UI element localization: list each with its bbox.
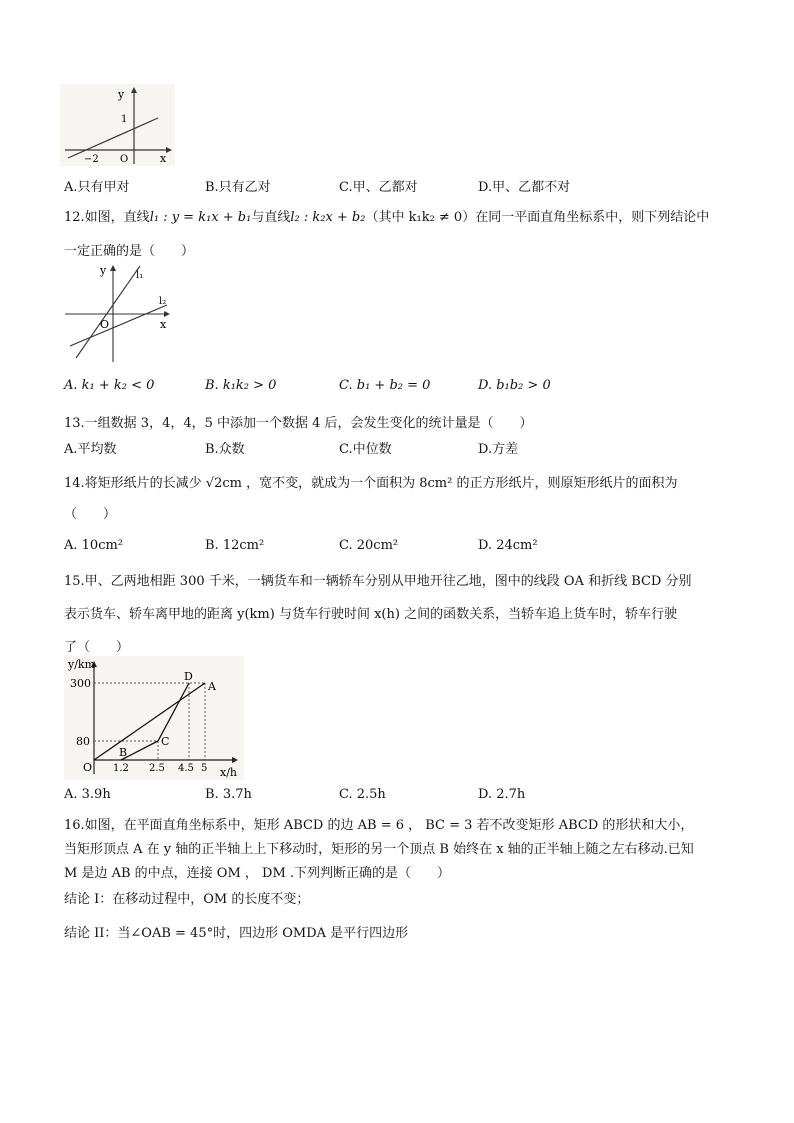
- tick-1-2: 1.2: [113, 763, 129, 774]
- q15-stem-line1: 15.甲、乙两地相距 300 千米，一辆货车和一辆轿车分别从甲地开往乙地，图中的线段 OA 和折线 BCD 分别: [64, 574, 692, 589]
- tick-neg2: −2: [84, 154, 99, 165]
- q15-option-c: C. 2.5h: [339, 787, 386, 802]
- q14-option-c: C. 20cm²: [339, 538, 399, 553]
- tick-5: 5: [201, 763, 208, 774]
- q11-option-b: B.只有乙对: [205, 180, 271, 195]
- q13-option-b: B.众数: [205, 442, 245, 457]
- q11-option-d: D.甲、乙都不对: [478, 180, 571, 195]
- q12-option-d: D. b₁b₂ > 0: [478, 378, 551, 393]
- tick-80: 80: [76, 735, 90, 748]
- q13-stem: 13.一组数据 3，4，4，5 中添加一个数据 4 后，会发生变化的统计量是（ ）: [64, 416, 533, 431]
- point-a-label: A: [208, 680, 216, 693]
- q15-option-a: A. 3.9h: [64, 787, 111, 802]
- q12-figure: [62, 262, 174, 366]
- q15-option-d: D. 2.7h: [478, 787, 526, 802]
- q12-option-b: B. k₁k₂ > 0: [205, 378, 277, 393]
- y-axis-label: y/km: [68, 658, 96, 671]
- point-d-label: D: [184, 670, 193, 683]
- q15-option-b: B. 3.7h: [205, 787, 252, 802]
- y-label: y: [100, 264, 107, 277]
- q15-stem-line3: 了（ ）: [64, 640, 130, 655]
- line-l1: [76, 266, 140, 358]
- y-label: y: [118, 88, 125, 101]
- tick-1: 1: [121, 114, 128, 125]
- q14-option-b: B. 12cm²: [205, 538, 265, 553]
- tick-2-5: 2.5: [149, 763, 165, 774]
- q14-option-a: A. 10cm²: [64, 538, 124, 553]
- label-l2: l₂: [159, 296, 167, 307]
- tick-4-5: 4.5: [178, 763, 194, 774]
- q12-option-a: A. k₁ + k₂ < 0: [64, 378, 155, 393]
- origin-label: O: [120, 154, 129, 165]
- x-label: x: [160, 152, 167, 165]
- q16-stem-line3: M 是边 AB 的中点，连接 OM ， DM .下列判断正确的是（ ）: [64, 866, 451, 881]
- origin-label: O: [83, 761, 93, 774]
- q12-stem-line1: 12.如图，直线l₁ : y = k₁x + b₁与直线l₂ : k₂x + b₂（其中 k₁k₂ ≠ 0）在同一平面直角坐标系中，则下列结论中: [64, 210, 710, 225]
- label-l1: l₁: [136, 270, 144, 281]
- q11-option-c: C.甲、乙都对: [339, 180, 418, 195]
- q11-figure: [60, 84, 175, 166]
- tick-300: 300: [70, 677, 91, 690]
- q12-stem-line2: 一定正确的是（ ）: [64, 244, 195, 259]
- q16-conclusion-1: 结论 I：在移动过程中，OM 的长度不变；: [64, 892, 310, 907]
- x-label: x: [160, 318, 167, 331]
- q13-option-c: C.中位数: [339, 442, 392, 457]
- q13-option-a: A.平均数: [64, 442, 117, 457]
- q15-stem-line2: 表示货车、轿车离甲地的距离 y(km) 与货车行驶时间 x(h) 之间的函数关系，当轿车追上货车时，轿车行驶: [64, 607, 678, 622]
- q14-stem-line1: 14.将矩形纸片的长减少 √2cm ，宽不变，就成为一个面积为 8cm² 的正方形纸片，则原矩形纸片的面积为: [64, 476, 678, 491]
- origin-label: O: [100, 318, 110, 331]
- q12-option-c: C. b₁ + b₂ = 0: [339, 378, 431, 393]
- point-c-label: C: [161, 735, 170, 748]
- point-b-label: B: [119, 746, 128, 759]
- q16-conclusion-2: 结论 II：当∠OAB = 45°时，四边形 OMDA 是平行四边形: [64, 926, 409, 941]
- q13-option-d: D.方差: [478, 442, 519, 457]
- q16-stem-line2: 当矩形顶点 A 在 y 轴的正半轴上上下移动时，矩形的另一个顶点 B 始终在 x 轴的正半轴上随之左右移动.已知: [64, 842, 694, 857]
- q14-option-d: D. 24cm²: [478, 538, 538, 553]
- q16-stem-line1: 16.如图，在平面直角坐标系中，矩形 ABCD 的边 AB = 6 ， BC = 3 若不改变矩形 ABCD 的形状和大小，: [64, 818, 694, 833]
- q15-figure: [64, 656, 244, 780]
- q14-stem-line2: （ ）: [64, 507, 117, 522]
- q11-option-a: A.只有甲对: [64, 180, 130, 195]
- x-axis-label: x/h: [220, 766, 237, 779]
- line-l2: [70, 305, 167, 346]
